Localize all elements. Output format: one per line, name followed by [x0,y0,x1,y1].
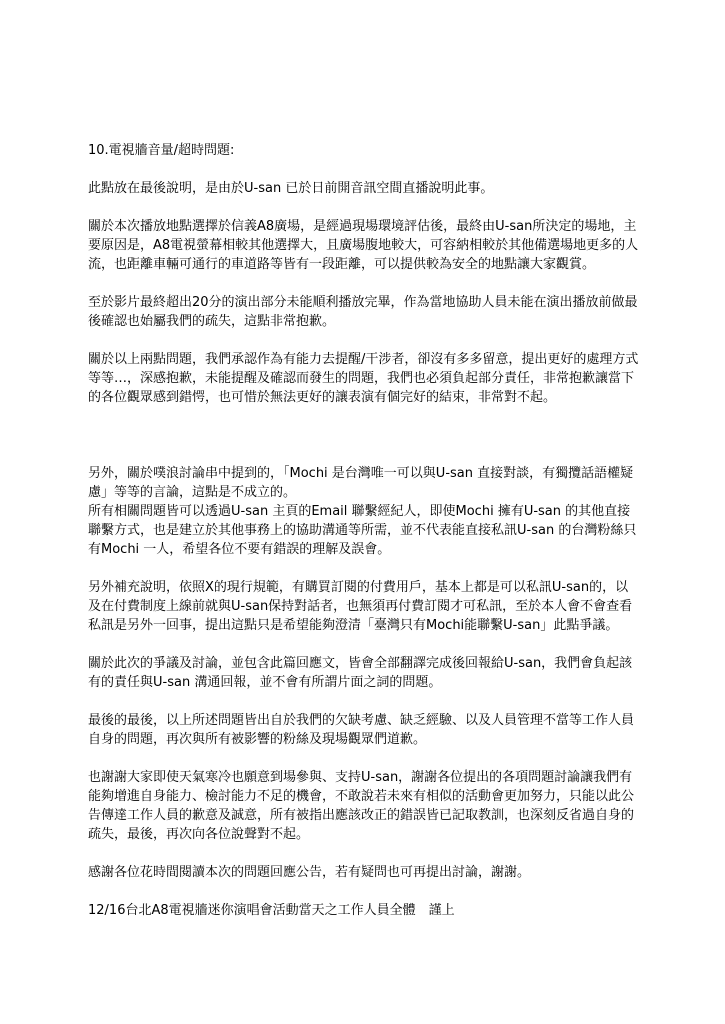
signature-line: 12/16台北A8電視牆迷你演唱會活動當天之工作人員全體 謹上 [88,903,455,918]
section-heading: 10.電視牆音量/超時問題: [88,143,235,158]
document-page [88,141,640,920]
paragraph-5: 另外，關於噗浪討論串中提到的，「Mochi 是台灣唯一可以與U-san 直接對談，有獨攬話語權疑慮」等等的言論，這點是不成立的。 [88,466,634,500]
paragraph-3: 至於影片最終超出20分的演出部分未能順利播放完畢，作為當地協助人員未能在演出播放前做最後確認也始屬我們的疏失，這點非常抱歉。 [88,295,638,329]
paragraph-7: 另外補充說明，依照X的現行規範，有購買訂閱的付費用戶，基本上都是可以私訊U-san的，以及在付費制度上線前就與U-san保持對話者，也無須再付費訂閱才可私訊，至於本人會不會查看私訊是另外一回事，提出這點只是希望能夠澄清「臺灣只有Mochi能聯繫U-san」此點爭議。 [88,580,633,633]
paragraph-2: 關於本次播放地點選擇於信義A8廣場，是經過現場環境評估後，最終由U-san所決定的場地，主要原因是，A8電視螢幕相較其他選擇大，且廣場腹地較大，可容納相較於其他備選場地更多的人流，也距離車輛可通行的車道路等皆有一段距離，可以提供較為安全的地點讓大家觀賞。 [88,219,639,272]
paragraph-11: 感謝各位花時間閱讀本次的問題回應公告，若有疑問也可再提出討論，謝謝。 [88,865,531,880]
paragraph-4: 關於以上兩點問題，我們承認作為有能力去提醒/干涉者，卻沒有多多留意，提出更好的處理方式等等…，深感抱歉，未能提醒及確認而發生的問題，我們也必須負起部分責任，非常抱歉讓當下的各位觀眾感到錯愕，也可惜於無法更好的讓表演有個完好的結束，非常對不起。 [88,352,639,405]
paragraph-9: 最後的最後，以上所述問題皆出自於我們的欠缺考慮、缺乏經驗、以及人員管理不當等工作人員自身的問題，再次與所有被影響的粉絲及現場觀眾們道歉。 [88,713,635,747]
paragraph-6: 所有相關問題皆可以透過U-san 主頁的Email 聯繫經紀人，即使Mochi 擁有U-san 的其他直接聯繫方式，也是建立於其他事務上的協助溝通等所需，並不代表能直接私訊U-san 的台灣粉絲只有Mochi 一人，希望各位不要有錯誤的理解及誤會。 [88,504,637,557]
paragraph-8: 關於此次的爭議及討論，並包含此篇回應文，皆會全部翻譯完成後回報給U-san，我們會負起該有的責任與U-san 溝通回報，並不會有所謂片面之詞的問題。 [88,656,633,690]
paragraph-10: 也謝謝大家即使天氣寒冷也願意到場參與、支持U-san，謝謝各位提出的各項問題討論讓我們有能夠增進自身能力、檢討能力不足的機會，不敢說若未來有相似的活動會更加努力，只能以此公告傳達工作人員的歉意及誠意，所有被指出應該改正的錯誤皆已記取教訓，也深刻反省過自身的疏失，最後，再次向各位說聲對不起。 [88,770,635,842]
paragraph-1: 此點放在最後說明，是由於U-san 已於日前開音訊空間直播說明此事。 [88,181,494,196]
